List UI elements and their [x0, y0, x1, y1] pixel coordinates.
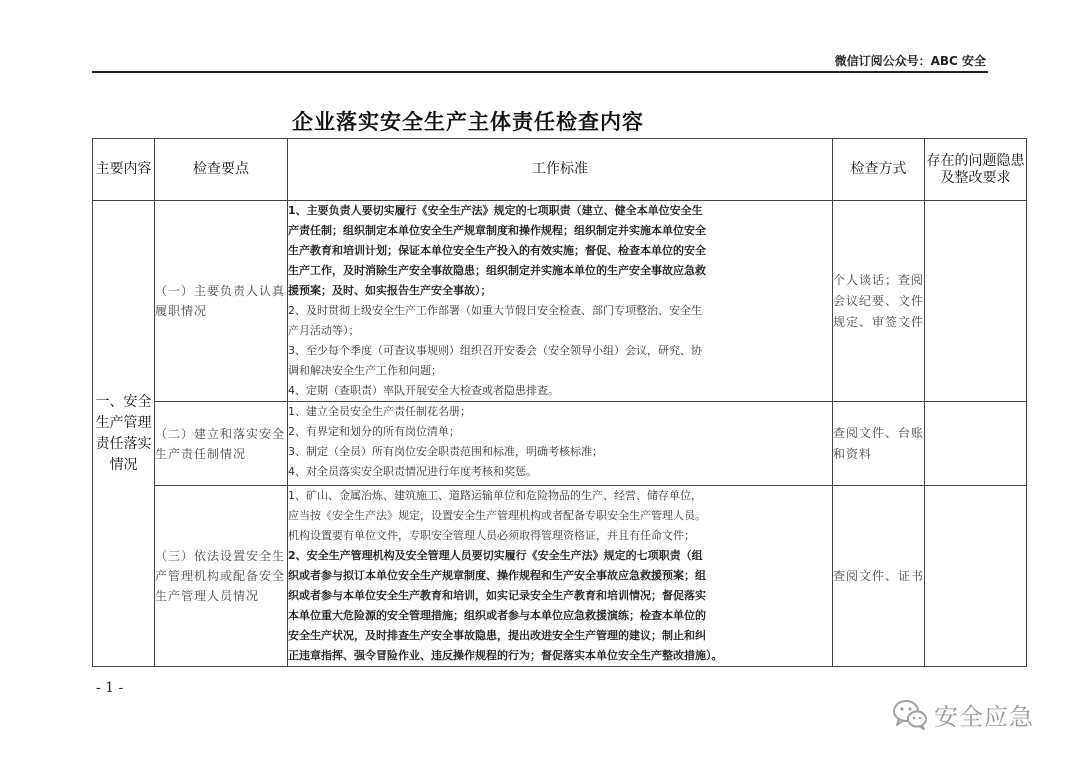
issues-cell	[925, 402, 1027, 486]
standard-line: 产责任制；组织制定本单位安全生产规章制度和操作规程；组织制定并实施本单位安全	[288, 224, 706, 237]
table-row	[93, 402, 1027, 486]
standard-line: 1、矿山、金属冶炼、建筑施工、道路运输单位和危险物品的生产、经营、储存单位，	[288, 489, 702, 502]
standard-line: 应当按《安全生产法》规定，设置安全生产管理机构或者配备专职安全生产管理人员。	[288, 509, 706, 522]
column-header-check-method: 检查方式	[833, 139, 925, 201]
check-method-cell: 查阅文件、台账和资料	[833, 402, 925, 486]
standard-line: 生产教育和培训计划；保证本单位安全生产投入的有效实施；督促、检查本单位的安全	[288, 244, 706, 257]
standard-line: 安全生产状况，及时排查生产安全事故隐患，提出改进安全生产管理的建议；制止和纠	[288, 629, 706, 642]
watermark	[890, 694, 1034, 734]
check-point-cell: （二）建立和落实安全生产责任制情况	[155, 402, 288, 486]
standard-line: 织或者参与拟订本单位安全生产规章制度、操作规程和生产安全事故应急救援预案；组	[288, 569, 706, 582]
work-standard-cell	[288, 402, 833, 486]
standard-line: 4、定期（查职责）率队开展安全大检查或者隐患排查。	[288, 384, 559, 397]
check-method-cell: 个人谈话；查阅会议纪要、文件规定、审签文件	[833, 201, 925, 402]
standard-line: 2、安全生产管理机构及安全管理人员要切实履行《安全生产法》规定的七项职责（组	[288, 549, 703, 562]
table-row	[93, 201, 1027, 402]
standard-line: 2、有界定和划分的所有岗位清单；	[288, 425, 460, 438]
standard-line: 机构设置要有单位文件，专职安全管理人员必须取得管理资格证，并且有任命文件；	[288, 529, 695, 542]
check-point-cell: （三）依法设置安全生产管理机构或配备安全生产管理人员情况	[155, 486, 288, 667]
issues-cell	[925, 486, 1027, 667]
standard-line: 1、主要负责人要切实履行《安全生产法》规定的七项职责（建立、健全本单位安全生	[288, 204, 703, 217]
standard-line: 正违章指挥、强令冒险作业、违反操作规程的行为；督促落实本单位安全生产整改措施）。	[288, 649, 723, 662]
document-title: 企业落实安全生产主体责任检查内容	[292, 109, 644, 134]
column-header-main-content: 主要内容	[93, 139, 155, 201]
standard-line: 援预案；及时、如实报告生产安全事故）；	[288, 284, 492, 297]
standard-line: 生产工作，及时消除生产安全事故隐患；组织制定并实施本单位的生产安全事故应急救	[288, 264, 706, 277]
standard-line: 2、及时贯彻上级安全生产工作部署（如重大节假日安全检查、部门专项整治、安全生	[288, 304, 702, 317]
section-cell: 一、安全生产管理责任落实情况	[93, 201, 155, 667]
standard-line: 4、对全员落实安全职责情况进行年度考核和奖惩。	[288, 465, 537, 478]
check-point-cell: （一）主要负责人认真履职情况	[155, 201, 288, 402]
work-standard-cell	[288, 486, 833, 667]
column-header-check-points: 检查要点	[155, 139, 288, 201]
standard-line: 产月活动等）；	[288, 324, 360, 337]
standard-line: 织或者参与本单位安全生产教育和培训，如实记录安全生产教育和培训情况；督促落实	[288, 589, 706, 602]
account-header: 微信订阅公众号：ABC 安全	[834, 54, 986, 68]
work-standard-cell	[288, 201, 833, 402]
standard-line: 3、至少每个季度（可查议事规则）组织召开安委会（安全领导小组）会议，研究、协	[288, 344, 702, 357]
standard-line: 1、建立全员安全生产责任制花名册；	[288, 405, 471, 418]
header-rule	[92, 71, 988, 73]
table-row	[93, 486, 1027, 667]
standard-line: 调和解决安全生产工作和问题；	[288, 364, 442, 377]
standard-line: 3、制定（全员）所有岗位安全职责范围和标准，明确考核标准；	[288, 445, 603, 458]
watermark-text: 安全应急	[934, 702, 1034, 731]
standard-line: 本单位重大危险源的安全管理措施；组织或者参与本单位应急救援演练；检查本单位的	[288, 609, 706, 622]
table-header-row	[93, 139, 1027, 201]
check-method-cell: 查阅文件、证书	[833, 486, 925, 667]
inspection-table	[92, 138, 1027, 667]
wechat-icon	[890, 694, 930, 734]
page-number: - 1 -	[96, 680, 124, 696]
column-header-issues: 存在的问题隐患及整改要求	[925, 139, 1027, 201]
issues-cell	[925, 201, 1027, 402]
column-header-work-standard: 工作标准	[288, 139, 833, 201]
